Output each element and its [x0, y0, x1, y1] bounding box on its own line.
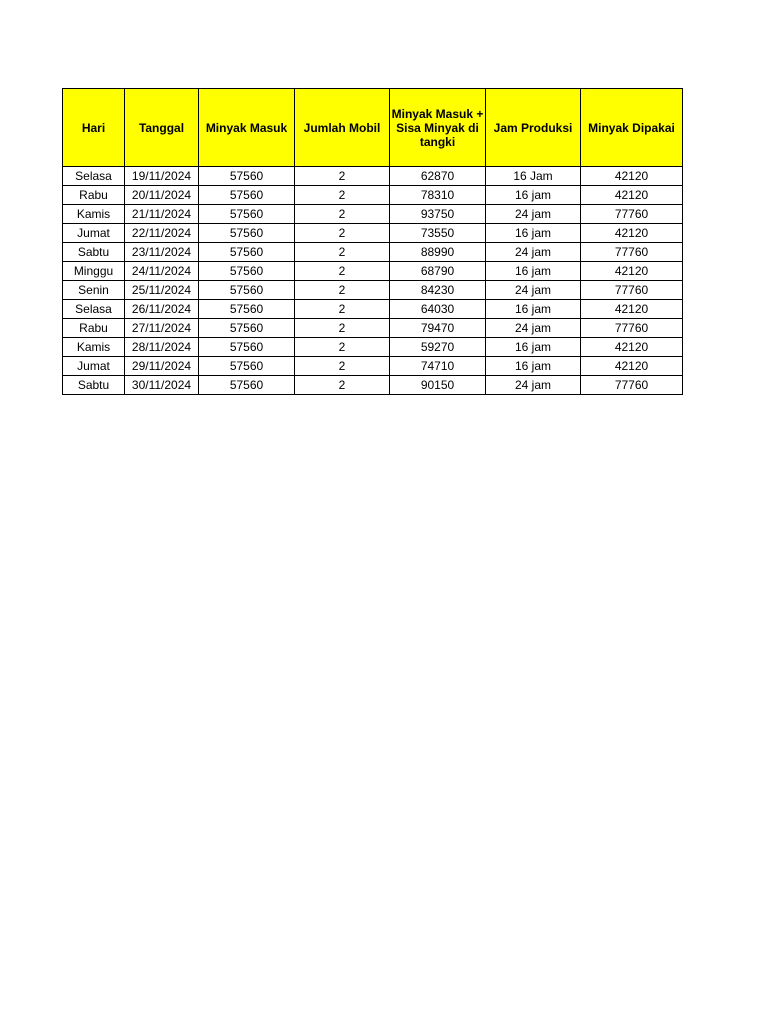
cell-minyak-masuk: 57560: [199, 224, 295, 243]
table-row: [63, 376, 683, 395]
table-body: [63, 167, 683, 395]
cell-minyak-masuk: 57560: [199, 243, 295, 262]
cell-minyak-dipakai: 42120: [581, 167, 683, 186]
cell-minyak-dipakai: 77760: [581, 243, 683, 262]
cell-minyak-masuk: 57560: [199, 319, 295, 338]
cell-hari: Selasa: [63, 167, 125, 186]
cell-jumlah-mobil: 2: [295, 376, 390, 395]
table-row: [63, 357, 683, 376]
cell-minyak-masuk-sisa: 74710: [390, 357, 486, 376]
cell-tanggal: 27/11/2024: [125, 319, 199, 338]
cell-minyak-masuk: 57560: [199, 357, 295, 376]
cell-minyak-dipakai: 42120: [581, 300, 683, 319]
cell-minyak-dipakai: 77760: [581, 319, 683, 338]
cell-minyak-masuk: 57560: [199, 186, 295, 205]
table-row: [63, 243, 683, 262]
cell-tanggal: 23/11/2024: [125, 243, 199, 262]
cell-minyak-masuk: 57560: [199, 167, 295, 186]
cell-minyak-masuk-sisa: 79470: [390, 319, 486, 338]
cell-tanggal: 22/11/2024: [125, 224, 199, 243]
cell-jumlah-mobil: 2: [295, 338, 390, 357]
cell-minyak-masuk-sisa: 59270: [390, 338, 486, 357]
cell-hari: Rabu: [63, 319, 125, 338]
cell-jam-produksi: 16 jam: [486, 262, 581, 281]
table-row: [63, 319, 683, 338]
header-tanggal: Tanggal: [125, 89, 199, 167]
cell-minyak-dipakai: 42120: [581, 338, 683, 357]
cell-tanggal: 19/11/2024: [125, 167, 199, 186]
cell-tanggal: 29/11/2024: [125, 357, 199, 376]
cell-jam-produksi: 16 jam: [486, 186, 581, 205]
table-row: [63, 262, 683, 281]
table-row: [63, 281, 683, 300]
cell-jumlah-mobil: 2: [295, 281, 390, 300]
cell-minyak-masuk: 57560: [199, 262, 295, 281]
cell-hari: Jumat: [63, 224, 125, 243]
cell-hari: Minggu: [63, 262, 125, 281]
cell-jam-produksi: 16 jam: [486, 338, 581, 357]
header-minyak-dipakai: Minyak Dipakai: [581, 89, 683, 167]
cell-minyak-masuk-sisa: 62870: [390, 167, 486, 186]
cell-tanggal: 26/11/2024: [125, 300, 199, 319]
cell-minyak-masuk: 57560: [199, 205, 295, 224]
header-row: [63, 89, 683, 167]
cell-minyak-masuk-sisa: 90150: [390, 376, 486, 395]
cell-tanggal: 25/11/2024: [125, 281, 199, 300]
cell-minyak-masuk: 57560: [199, 338, 295, 357]
cell-jam-produksi: 16 Jam: [486, 167, 581, 186]
cell-jumlah-mobil: 2: [295, 205, 390, 224]
cell-jumlah-mobil: 2: [295, 319, 390, 338]
cell-minyak-dipakai: 42120: [581, 357, 683, 376]
cell-jam-produksi: 24 jam: [486, 376, 581, 395]
cell-minyak-dipakai: 77760: [581, 281, 683, 300]
cell-minyak-masuk: 57560: [199, 300, 295, 319]
cell-hari: Sabtu: [63, 243, 125, 262]
cell-jumlah-mobil: 2: [295, 262, 390, 281]
cell-minyak-masuk-sisa: 73550: [390, 224, 486, 243]
production-table: [62, 88, 683, 395]
cell-jam-produksi: 24 jam: [486, 281, 581, 300]
table-row: [63, 186, 683, 205]
cell-hari: Selasa: [63, 300, 125, 319]
cell-jam-produksi: 24 jam: [486, 243, 581, 262]
cell-minyak-dipakai: 42120: [581, 224, 683, 243]
header-jam-produksi: Jam Produksi: [486, 89, 581, 167]
cell-jam-produksi: 16 jam: [486, 224, 581, 243]
cell-hari: Kamis: [63, 205, 125, 224]
cell-tanggal: 28/11/2024: [125, 338, 199, 357]
cell-minyak-masuk-sisa: 68790: [390, 262, 486, 281]
table-row: [63, 205, 683, 224]
cell-hari: Rabu: [63, 186, 125, 205]
table-row: [63, 300, 683, 319]
header-hari: Hari: [63, 89, 125, 167]
cell-jumlah-mobil: 2: [295, 300, 390, 319]
cell-hari: Jumat: [63, 357, 125, 376]
cell-jumlah-mobil: 2: [295, 243, 390, 262]
cell-jam-produksi: 24 jam: [486, 205, 581, 224]
cell-minyak-masuk-sisa: 64030: [390, 300, 486, 319]
table-row: [63, 338, 683, 357]
cell-minyak-masuk-sisa: 88990: [390, 243, 486, 262]
cell-minyak-masuk-sisa: 78310: [390, 186, 486, 205]
cell-tanggal: 24/11/2024: [125, 262, 199, 281]
cell-tanggal: 30/11/2024: [125, 376, 199, 395]
cell-jumlah-mobil: 2: [295, 224, 390, 243]
cell-tanggal: 20/11/2024: [125, 186, 199, 205]
cell-minyak-masuk-sisa: 84230: [390, 281, 486, 300]
cell-minyak-masuk: 57560: [199, 281, 295, 300]
header-minyak-masuk-sisa: Minyak Masuk + Sisa Minyak di tangki: [390, 89, 486, 167]
cell-minyak-dipakai: 42120: [581, 186, 683, 205]
cell-minyak-dipakai: 77760: [581, 376, 683, 395]
cell-jam-produksi: 16 jam: [486, 300, 581, 319]
cell-jumlah-mobil: 2: [295, 357, 390, 376]
cell-tanggal: 21/11/2024: [125, 205, 199, 224]
cell-minyak-dipakai: 42120: [581, 262, 683, 281]
table-row: [63, 224, 683, 243]
cell-jumlah-mobil: 2: [295, 186, 390, 205]
header-jumlah-mobil: Jumlah Mobil: [295, 89, 390, 167]
cell-minyak-masuk: 57560: [199, 376, 295, 395]
header-minyak-masuk: Minyak Masuk: [199, 89, 295, 167]
cell-hari: Sabtu: [63, 376, 125, 395]
cell-minyak-dipakai: 77760: [581, 205, 683, 224]
cell-hari: Senin: [63, 281, 125, 300]
cell-jam-produksi: 16 jam: [486, 357, 581, 376]
cell-jam-produksi: 24 jam: [486, 319, 581, 338]
table-row: [63, 167, 683, 186]
cell-hari: Kamis: [63, 338, 125, 357]
cell-jumlah-mobil: 2: [295, 167, 390, 186]
cell-minyak-masuk-sisa: 93750: [390, 205, 486, 224]
